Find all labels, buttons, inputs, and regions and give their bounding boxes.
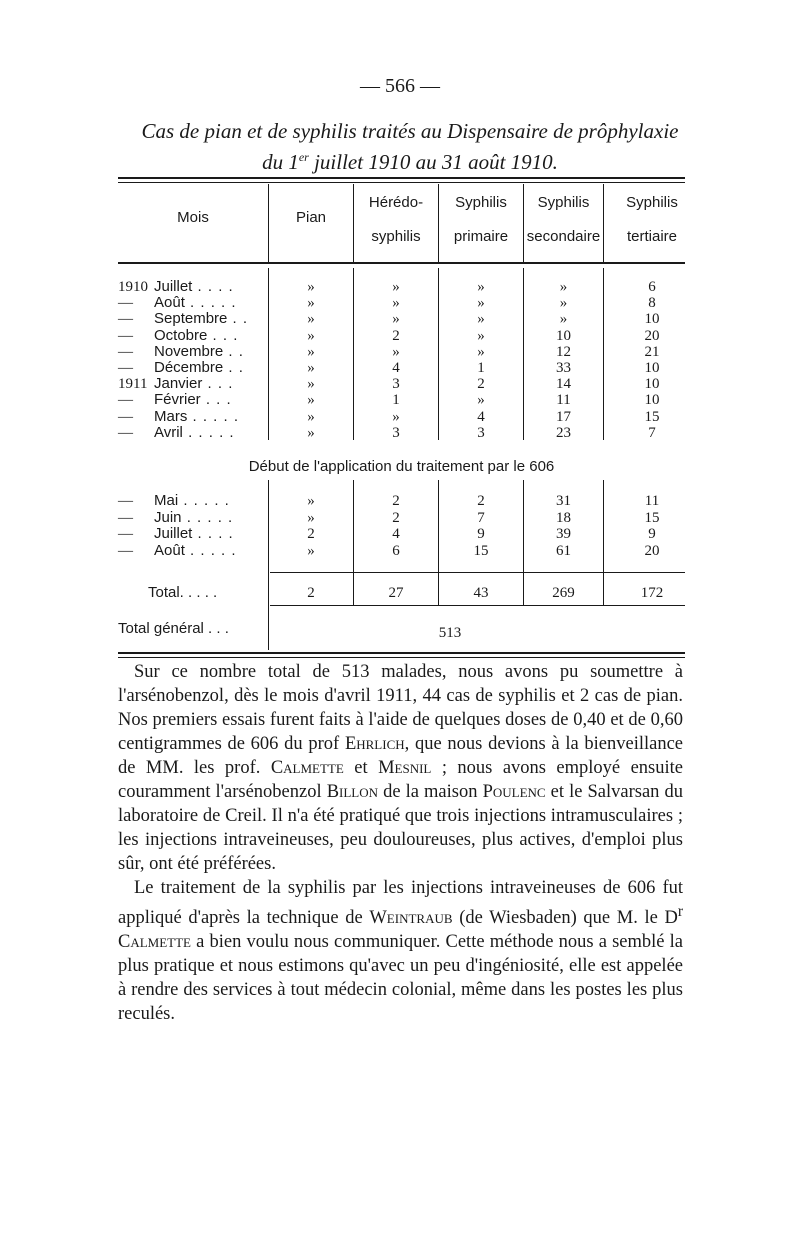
- table-cell-prim: 15: [473, 542, 489, 559]
- table-cell-sec: 61: [556, 542, 571, 559]
- row-dots: . .: [223, 342, 244, 360]
- table-bottom-rule-2: [118, 657, 685, 658]
- table-cell-pian: »: [307, 376, 315, 393]
- row-year: —: [118, 542, 133, 559]
- grand-total-divider: [268, 605, 269, 650]
- row-month: Avril: [154, 423, 183, 441]
- table-cell-heredo: 3: [392, 424, 400, 441]
- row-year: —: [118, 424, 133, 441]
- total-label: Total. . . . .: [148, 584, 218, 601]
- text-run: de la maison: [378, 782, 483, 802]
- author-name: Weintraub: [369, 908, 453, 929]
- table-cell-heredo: 6: [392, 542, 400, 559]
- table-cell-pian: 2: [307, 526, 315, 542]
- author-name: Mesnil: [378, 758, 432, 778]
- paragraph-1: [118, 660, 683, 876]
- total-primaire: 43: [473, 585, 489, 601]
- row-dots: . . . . .: [184, 294, 237, 312]
- caption-line-1: Cas de pian et de syphilis traités au Dispensaire de prôphylaxie: [141, 119, 679, 143]
- header-tertiaire: Syphilis tertiaire: [626, 194, 678, 245]
- table-cell-tert: 10: [644, 311, 660, 328]
- author-name: Ehrlich: [344, 734, 405, 754]
- table-top-rule-2: [118, 182, 685, 183]
- table-cell-sec: »: [559, 279, 568, 295]
- row-month-label: [118, 542, 263, 560]
- grand-total-label: Total général . . .: [118, 620, 229, 637]
- table-cell-sec: 23: [556, 424, 571, 441]
- text-run: et: [343, 758, 379, 778]
- table-cell-heredo: 3: [392, 376, 400, 393]
- table-cell-pian: »: [307, 392, 315, 409]
- table-cell-heredo: »: [392, 311, 400, 328]
- table-cell-tert: 20: [644, 542, 660, 559]
- table-cell-pian: »: [307, 408, 315, 425]
- row-month: Janvier: [154, 375, 203, 393]
- total-heredo: 27: [388, 585, 404, 601]
- row-year: —: [118, 343, 133, 360]
- total-top-rule: [270, 572, 685, 573]
- table-cell-tert: 11: [644, 493, 660, 509]
- header-pian: Pian: [295, 209, 327, 226]
- table-cell-prim: »: [477, 311, 485, 328]
- table-cell-prim: 2: [477, 493, 485, 509]
- row-month: Février: [154, 391, 201, 409]
- table-cell-tert: 9: [648, 526, 656, 542]
- row-month-label: [118, 509, 263, 527]
- table-cell-tert: 10: [644, 392, 660, 409]
- total-pian: 2: [307, 585, 315, 601]
- table-cell-sec: »: [559, 311, 568, 328]
- table-cell-pian: »: [307, 327, 315, 344]
- table-cell-sec: 33: [556, 360, 571, 376]
- table-cell-prim: »: [477, 392, 485, 409]
- row-dots: . . .: [202, 375, 234, 393]
- table-cell-tert: 20: [644, 327, 660, 344]
- row-month: Novembre: [154, 342, 224, 360]
- table-cell-sec: 18: [556, 509, 571, 526]
- header-secondaire: Syphilis secondaire: [526, 194, 601, 245]
- row-year: —: [118, 295, 133, 312]
- table-cell-sec: 12: [556, 343, 571, 360]
- table-cell-heredo: 2: [392, 493, 400, 509]
- header-mois: Mois: [177, 209, 209, 226]
- header-bottom-rule: [118, 262, 685, 264]
- table-cell-sec: »: [559, 295, 568, 312]
- total-tertiaire: 172: [640, 585, 664, 601]
- table-cell-sec: 10: [556, 327, 571, 344]
- grand-total-top-rule: [270, 605, 685, 606]
- table-cell-pian: »: [307, 509, 315, 526]
- table-cell-sec: 14: [556, 376, 571, 393]
- row-month: Mai: [154, 492, 179, 509]
- row-dots: . .: [227, 310, 249, 328]
- table-cell-prim: »: [477, 327, 485, 344]
- row-year: —: [118, 526, 133, 542]
- text-run: ; nous avons employé ensuite couramment l'arsénobenzol: [118, 758, 683, 802]
- table-cell-pian: »: [307, 311, 315, 328]
- row-month: Mars: [154, 407, 188, 425]
- table-cell-heredo: »: [392, 295, 400, 312]
- table-cell-tert: 8: [648, 295, 656, 312]
- table-caption: [110, 118, 710, 175]
- page-number: — 566 —: [360, 75, 440, 97]
- row-year: —: [118, 311, 133, 328]
- row-month: Juillet: [154, 278, 193, 295]
- header-heredo: Hérédo- syphilis: [368, 194, 424, 245]
- table-cell-heredo: 2: [392, 327, 400, 344]
- header-primaire: Syphilis primaire: [453, 194, 509, 245]
- author-name: Calmette: [270, 758, 344, 778]
- body-text: [118, 660, 683, 1026]
- table-cell-tert: 10: [644, 376, 660, 393]
- row-dots: . . . . .: [182, 423, 235, 441]
- author-name: Billon: [326, 782, 379, 802]
- text-run: et le Salvarsan du laboratoire de Creil. Il n'a été pratiqué que trois injections intramusculaires ; les injections intraveineuses, peu douloureuses, plus actives, d'emploi plus sûr, ont été préférées.: [118, 782, 683, 874]
- text-run: (de Wiesbaden) que M. le D: [452, 908, 678, 929]
- table-bottom-rule: [118, 652, 685, 654]
- superscript: r: [677, 903, 684, 920]
- row-month: Octobre: [154, 326, 208, 344]
- row-dots: . . .: [200, 391, 232, 409]
- row-month: Août: [154, 541, 185, 559]
- table-cell-tert: 7: [648, 424, 656, 441]
- text-run: a bien voulu nous communiquer. Cette méthode nous a semblé la plus pratique et nous estimons qu'avec un peu d'ingéniosité, elle est appelée à rendre des services à tout médecin colonial, même dans les postes les plus reculés.: [118, 932, 683, 1025]
- row-month: Août: [154, 294, 185, 312]
- author-name: Poulenc: [482, 782, 546, 802]
- table-cell-tert: 15: [644, 509, 660, 526]
- text-run: , que nous devions à la bienveillance de MM. les prof.: [118, 734, 684, 778]
- paragraph-2: [118, 876, 683, 1026]
- row-month-label: [118, 525, 263, 543]
- table-cell-pian: »: [307, 424, 315, 441]
- row-year: —: [118, 360, 133, 376]
- table-cell-pian: »: [307, 542, 315, 559]
- text-run: Le traitement de la syphilis par les injections intraveineuses de 606 fut appliqué d'après la technique de: [118, 878, 683, 929]
- table-cell-tert: 10: [644, 360, 660, 376]
- row-dots: . . . . .: [184, 541, 237, 559]
- table-cell-pian: »: [307, 493, 315, 509]
- author-name: Calmette: [118, 932, 191, 953]
- table-cell-prim: »: [477, 279, 485, 295]
- row-dots: . . . .: [192, 278, 234, 295]
- caption-line-2: du 1er juillet 1910 au 31 août 1910.: [262, 150, 558, 174]
- row-month-label: [118, 424, 263, 442]
- row-month: Juin: [154, 508, 182, 526]
- row-dots: . . . .: [192, 525, 234, 542]
- table-cell-heredo: »: [392, 408, 400, 425]
- treatment-start-note: Début de l'application du traitement par le 606: [248, 458, 555, 475]
- table-cell-prim: 3: [477, 424, 485, 441]
- table-cell-prim: 2: [477, 376, 485, 393]
- row-dots: . . .: [207, 326, 239, 344]
- table-cell-prim: 7: [477, 509, 485, 526]
- table-cell-pian: »: [307, 279, 315, 295]
- row-year: —: [118, 493, 133, 509]
- row-month: Décembre: [154, 359, 224, 376]
- table-cell-prim: 9: [477, 526, 485, 542]
- table-cell-prim: 4: [477, 408, 485, 425]
- row-month-label: [118, 492, 263, 510]
- row-year: 1911: [118, 376, 148, 393]
- table-cell-heredo: 2: [392, 509, 400, 526]
- table-cell-tert: 15: [644, 408, 660, 425]
- table-cell-pian: »: [307, 360, 315, 376]
- table-top-rule: [118, 177, 685, 179]
- table-cell-heredo: 4: [392, 360, 400, 376]
- table-cell-pian: »: [307, 295, 315, 312]
- table-cell-sec: 39: [556, 526, 571, 542]
- table-cell-prim: »: [477, 295, 485, 312]
- grand-total-value: 513: [438, 625, 462, 641]
- table-cell-heredo: »: [392, 343, 400, 360]
- text-run: Sur ce nombre total de 513 malades, nous avons pu soumettre à l'arsénobenzol, dès le mois d'avril 1911, 44 cas de syphilis et 2 cas de pian. Nos premiers essais furent faits à l'aide de quelques doses de 0,40 et de 0,60 centigrammes de 606 du prof: [118, 662, 683, 754]
- row-dots: . . . . .: [187, 407, 240, 425]
- table-cell-sec: 11: [556, 392, 571, 409]
- row-month: Septembre: [154, 310, 228, 328]
- row-year: 1910: [118, 279, 148, 295]
- row-year: —: [118, 408, 133, 425]
- table-cell-pian: »: [307, 343, 315, 360]
- table-cell-sec: 31: [556, 493, 571, 509]
- table-cell-tert: 21: [644, 343, 660, 360]
- table-cell-sec: 17: [556, 408, 571, 425]
- row-dots: . .: [223, 359, 244, 376]
- row-year: —: [118, 392, 133, 409]
- row-dots: . . . . .: [181, 508, 234, 526]
- row-year: —: [118, 327, 133, 344]
- row-dots: . . . . .: [178, 492, 230, 509]
- table-cell-tert: 6: [648, 279, 656, 295]
- table-cell-prim: 1: [477, 360, 485, 376]
- table-cell-heredo: 1: [392, 392, 400, 409]
- row-year: —: [118, 509, 133, 526]
- total-secondaire: 269: [552, 585, 575, 601]
- table-cell-heredo: »: [392, 279, 400, 295]
- table-cell-prim: »: [477, 343, 485, 360]
- row-month: Juillet: [154, 525, 193, 542]
- table-cell-heredo: 4: [392, 526, 400, 542]
